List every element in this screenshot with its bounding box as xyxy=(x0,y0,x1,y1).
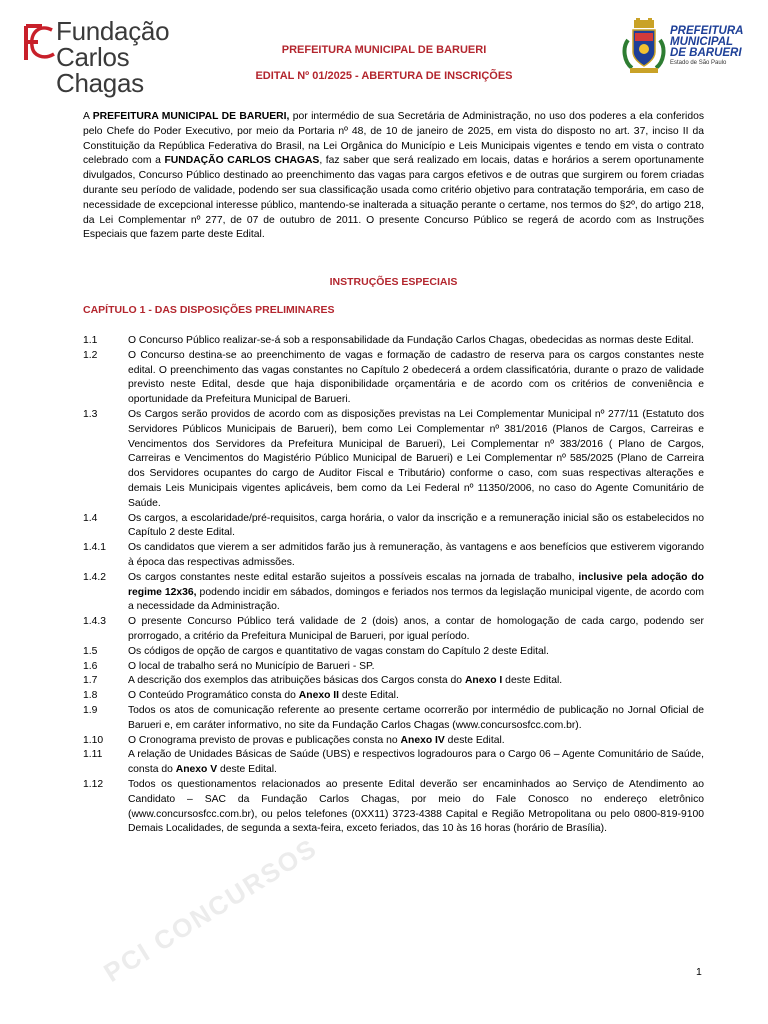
item-text-part: Os códigos de opção de cargos e quantitativo de vagas constam do Capítulo 2 deste Edital. xyxy=(128,645,549,657)
item-number: 1.10 xyxy=(83,734,104,746)
item-text xyxy=(128,674,704,689)
item-text-bold: Anexo IV xyxy=(400,734,445,746)
item-text-part: O Concurso destina-se ao preenchimento de vagas e formação de cadastro de reserva para os cargos constantes neste edital. O preenchimento das vagas constantes no Capítulo 2 obedecerá a ordem classificatória, durante o prazo de validade previsto neste Edital, desde que haja disponibilidade orçamentária e de acordo com os critérios de conveniência e oportunidade da Prefeitura Municipal de Barueri. xyxy=(128,349,704,406)
page-number: 1 xyxy=(696,966,702,978)
item-text xyxy=(128,734,704,749)
intro-text-1: A xyxy=(83,111,93,122)
prefeitura-logo-text xyxy=(670,26,743,67)
list-item xyxy=(83,334,704,349)
item-text xyxy=(128,689,704,704)
item-text-bold: inclusive pela adoção do regime 12x36, xyxy=(128,571,704,598)
intro-text-3: , faz saber que será realizado em locais, datas e horários a serem oportunamente divulgados, Concurso Público destinado ao preenchimento das vagas para cargos efetivos e de outras que surgirem ou forem criadas durante seu período de validade, podendo ser sua classificação usada como critério objetivo para contratação temporária, em caso de necessidade de excepcional interesse público, mantendo-se inalterada a situação perante o certame, nos termos do §2º, do artigo 218, da Lei Complementar nº 277, de 07 de outubro de 2011. O presente Concurso Público se regerá de acordo com as Instruções Especiais que fazem parte deste Edital. xyxy=(83,155,705,241)
list-item xyxy=(83,689,704,704)
intro-paragraph xyxy=(83,110,704,243)
item-text-part: A relação de Unidades Básicas de Saúde (UBS) e respectivos logradouros para o Cargo 06 – Agente Comunitário de Saúde, consta do xyxy=(128,749,704,776)
item-text-part: O presente Concurso Público terá validade de 2 (dois) anos, a contar de homologação de cada cargo, podendo ser prorrogado, a critério da Prefeitura Municipal de Barueri, por igual período. xyxy=(128,616,704,642)
fcc-name-line1: Fundação xyxy=(56,16,170,46)
list-item xyxy=(83,778,704,837)
item-text-part: deste Edital. xyxy=(339,690,399,702)
item-text xyxy=(128,571,704,615)
prefeitura-logo xyxy=(622,18,752,78)
item-number: 1.1 xyxy=(83,335,98,346)
item-text-part: Os cargos, a escolaridade/pré-requisitos, carga horária, o valor da inscrição e a remuneração inicial são os estabelecidos no Capítulo 2 deste Edital. xyxy=(128,512,704,539)
item-number: 1.4.3 xyxy=(83,616,107,628)
item-number: 1.4.2 xyxy=(83,571,107,583)
item-text xyxy=(128,615,704,645)
intro-text-2: por intermédio de sua Secretária de Administração, no uso dos poderes a ela conferidos pelo Chefe do Poder Executivo, por meio da Portaria nº 48, de 10 de janeiro de 2025, em vista do disposto no art. 37, inciso II da Constituição da República Federativa do Brasil, na Lei Orgânica do Município e Leis Municipais vigentes e tendo em vista o contrato celebrado com a xyxy=(83,111,704,167)
item-number: 1.2 xyxy=(83,349,98,361)
list-item xyxy=(83,541,704,571)
item-number: 1.9 xyxy=(83,704,98,716)
item-number: 1.11 xyxy=(83,749,103,761)
list-item xyxy=(83,408,704,512)
intro-bold-fcc: FUNDAÇÃO CARLOS CHAGAS xyxy=(164,155,320,167)
list-item xyxy=(83,349,704,408)
list-item xyxy=(83,512,704,542)
chapter-title: CAPÍTULO 1 - DAS DISPOSIÇÕES PRELIMINARES xyxy=(83,304,335,316)
item-text-part: deste Edital. xyxy=(217,764,277,776)
item-text xyxy=(128,778,704,837)
item-number: 1.7 xyxy=(83,675,98,687)
watermark: PCI CONCURSOS xyxy=(98,832,323,988)
list-item xyxy=(83,571,704,615)
item-number: 1.6 xyxy=(83,660,98,672)
item-text-part: O Concurso Público realizar-se-á sob a responsabilidade da Fundação Carlos Chagas, obedecidas as normas deste Edital. xyxy=(128,335,694,346)
item-number: 1.12 xyxy=(83,778,104,790)
item-text-part: Os cargos constantes neste edital estarão sujeitos a possíveis escalas na jornada de trabalho, xyxy=(128,571,579,583)
item-number: 1.3 xyxy=(83,408,98,420)
fcc-name-line2: Carlos Chagas xyxy=(56,42,144,98)
barueri-crest-icon xyxy=(622,18,666,74)
item-text-part: A descrição dos exemplos das atribuições básicas dos Cargos consta do xyxy=(128,675,465,687)
item-text-part: podendo incidir em sábados, domingos e feriados nos termos da legislação municipal vigente, de acordo com a necessidade da Administração. xyxy=(128,586,704,613)
item-text-bold: Anexo I xyxy=(464,675,503,687)
item-text-part: deste Edital. xyxy=(502,675,563,687)
item-text xyxy=(128,408,704,512)
item-text-part: Todos os questionamentos relacionados ao presente Edital deverão ser encaminhados ao Serviço de Atendimento ao Candidato – SAC da Fundação Carlos Chagas, por meio do Fale Conosco no endereço eletrônico (www.concursosfcc.com.br), ou pelos telefones (0XX11) 3723-4388 Capital e Região Metropolitana ou pelo 0800-819-9100 Demais Localidades, de segunda a sexta-feira, exceto feriados, das 10 às 16 horas (horário de Brasília). xyxy=(128,778,704,835)
item-number: 1.5 xyxy=(83,645,98,657)
item-text xyxy=(128,660,704,675)
fcc-logo-text xyxy=(56,18,207,96)
document-header-title: PREFEITURA MUNICIPAL DE BARUERI xyxy=(281,44,487,56)
item-text xyxy=(128,645,704,660)
list-item xyxy=(83,615,704,645)
item-text xyxy=(128,349,704,408)
list-item xyxy=(83,734,704,749)
item-text-part: O Cronograma previsto de provas e publicações consta no xyxy=(128,734,401,746)
item-text-bold: Anexo II xyxy=(298,690,340,702)
intro-bold-prefeitura: PREFEITURA MUNICIPAL DE BARUERI, xyxy=(92,111,290,122)
item-text xyxy=(128,334,704,349)
item-text-bold: Anexo V xyxy=(175,764,218,776)
item-text-part: O Conteúdo Programático consta do xyxy=(128,690,299,702)
section-title: INSTRUÇÕES ESPECIAIS xyxy=(329,276,458,288)
item-text-part: O local de trabalho será no Município de Barueri - SP. xyxy=(128,660,375,672)
list-item xyxy=(83,660,704,675)
prefeitura-line3: DE BARUERI xyxy=(670,47,742,59)
item-number: 1.4.1 xyxy=(83,542,107,554)
item-text xyxy=(128,512,704,542)
list-item xyxy=(83,674,704,689)
item-number: 1.8 xyxy=(83,690,98,702)
item-text xyxy=(128,748,704,778)
document-header-subtitle: EDITAL Nº 01/2025 - ABERTURA DE INSCRIÇÕES xyxy=(255,70,513,82)
prefeitura-line1: PREFEITURA xyxy=(670,25,744,37)
prefeitura-state: Estado de São Paulo xyxy=(670,60,727,66)
list-item xyxy=(83,748,704,778)
item-text xyxy=(128,704,704,734)
fcc-logo-mark-icon xyxy=(22,20,56,64)
list-item xyxy=(83,704,704,734)
item-text-part: Os candidatos que vierem a ser admitidos farão jus à remuneração, às vantagens e aos benefícios que estiverem vigorando à época das respectivas admissões. xyxy=(128,542,704,568)
item-text xyxy=(128,541,704,571)
item-text-part: deste Edital. xyxy=(444,734,505,746)
prefeitura-line2: MUNICIPAL xyxy=(670,36,734,48)
provisions-list xyxy=(83,334,704,837)
item-text-part: Os Cargos serão providos de acordo com as disposições previstas na Lei Complementar Municipal nº 277/11 (Estatuto dos Servidores Públicos Municipais de Barueri), bem como Lei Complementar nº 381/2016 (Planos de Cargos, Carreiras e Vencimentos dos Servidores da Prefeitura Municipal de Barueri), Lei Complementar nº 383/2016 ( Plano de Cargos, Carreiras e Vencimentos do Magistério Público Municipal de Barueri) e Lei Complementar nº 585/2025 (Plano de Carreira dos Servidores ocupantes do cargo de Auditor Fiscal e Tributário) conforme o caso, com suas respectivas alterações e demais Leis Municipais vigentes aplicáveis, bem como da Lei Federal nº 11350/2006, no caso do Agente Comunitário de Saúde. xyxy=(128,408,704,509)
list-item xyxy=(83,645,704,660)
item-number: 1.4 xyxy=(83,512,98,524)
item-text-part: Todos os atos de comunicação referente ao presente certame ocorrerão por intermédio de publicação no Jornal Oficial de Barueri e, em caráter informativo, no site da Fundação Carlos Chagas (www.concursosfcc.com.br). xyxy=(128,704,704,731)
